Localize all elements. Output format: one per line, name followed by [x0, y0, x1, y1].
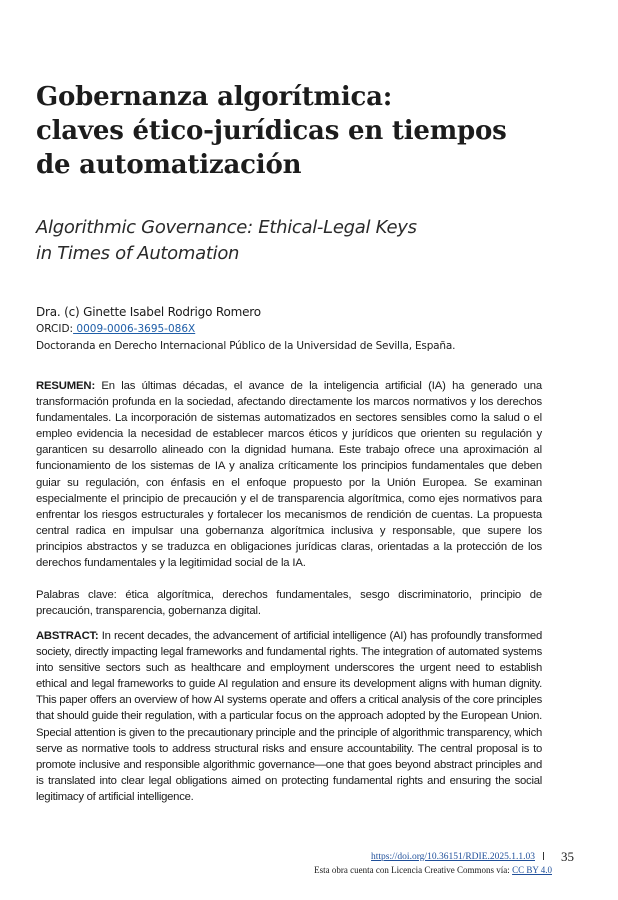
- keywords-paragraph: [36, 587, 542, 619]
- subtitle-line-1: Algorithmic Governance: Ethical-Legal Keys: [36, 217, 417, 238]
- orcid-line: [36, 321, 576, 337]
- abstract-label: ABSTRACT:: [36, 630, 99, 642]
- keywords-text: ética algorítmica, derechos fundamentales, sesgo discriminatorio, principio de precaución, transparencia, gobernanza digital.: [36, 589, 542, 618]
- page-number: 35: [561, 849, 574, 864]
- footer-separator: [543, 852, 544, 860]
- orcid-label: ORCID:: [36, 323, 74, 335]
- author-affiliation: Doctoranda en Derecho Internacional Público de la Universidad de Sevilla, España.: [36, 340, 456, 352]
- page-footer: [314, 851, 552, 877]
- author-name: Dra. (c) Ginette Isabel Rodrigo Romero: [36, 305, 261, 319]
- resumen-paragraph: [36, 378, 542, 571]
- license-link[interactable]: CC BY 4.0: [512, 865, 552, 875]
- title-line-3: de automatización: [36, 150, 302, 180]
- title-line-2: claves ético-jurídicas en tiempos: [36, 116, 507, 146]
- abstract-paragraph: [36, 628, 542, 805]
- doi-link[interactable]: https://doi.org/10.36151/RDIE.2025.1.1.03: [371, 852, 535, 862]
- license-row: [314, 864, 552, 877]
- article-title: [36, 80, 576, 182]
- orcid-link[interactable]: 0009-0006-3695-086X: [73, 323, 196, 335]
- article-subtitle: [36, 215, 576, 267]
- subtitle-line-2: in Times of Automation: [36, 243, 240, 264]
- resumen-label: RESUMEN:: [36, 380, 96, 392]
- keywords-label: Palabras clave:: [36, 589, 117, 601]
- abstract-text: In recent decades, the advancement of artificial intelligence (AI) has profoundly transformed society, directly impacting legal frameworks and fundamental rights. The integration of automated systems into sensitive sectors such as healthcare and employment underscores the urgent need to establish ethical and legal frameworks to guide AI regulation and ensure its development aligns with human dignity. This paper offers an overview of how AI systems operate and offers a critical analysis of the core principles that should guide their regulation, with a particular focus on the approach adopted by the European Union. Special attention is given to the precautionary principle and the principle of algorithmic transparency, which serve as normative tools to address structural risks and ensure accountability. The central proposal is to promote inclusive and responsible algorithmic governance—one that goes beyond abstract principles and is translated into clear legal obligations aimed on protecting fundamental rights and ensuring the social legitimacy of artificial intelligence.: [36, 630, 542, 803]
- author-block: [36, 304, 576, 355]
- doi-row: [314, 851, 552, 864]
- title-line-1: Gobernanza algorítmica:: [36, 82, 393, 112]
- license-text: Esta obra cuenta con Licencia Creative Commons vía:: [314, 865, 513, 875]
- resumen-text: En las últimas décadas, el avance de la inteligencia artificial (IA) ha generado una transformación profunda en la sociedad, afectando directamente los marcos normativos y los derechos fundamentales. La incorporación de sistemas automatizados en sectores sensibles como la salud o el empleo evidencia la necesidad de establecer marcos éticos y jurídicos que orienten su regulación y garanticen su desarrollo alineado con la dignidad humana. Este trabajo ofrece una aproximación al funcionamiento de los sistemas de IA y analiza críticamente los principios fundamentales que deben guiar su regulación, con énfasis en el enfoque propuesto por la Unión Europea. Se examinan especialmente el principio de precaución y el de transparencia algorítmica, como ejes normativos para enfrentar los riesgos estructurales y fortalecer los mecanismos de rendición de cuentas. La propuesta central radica en impulsar una gobernanza algorítmica inclusiva y responsable, que supere los principios abstractos y se traduzca en obligaciones jurídicas claras, orientadas a la protección de los derechos fundamentales y la legitimidad social de la IA.: [36, 380, 542, 570]
